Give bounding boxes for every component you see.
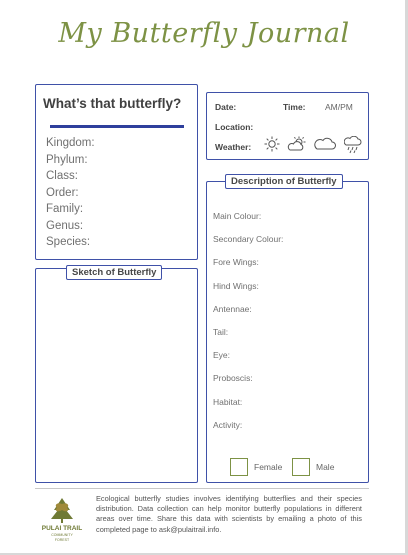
tail-field[interactable]: Tail: bbox=[213, 326, 229, 337]
taxonomy-order[interactable]: Order: bbox=[46, 186, 79, 199]
female-label: Female bbox=[254, 462, 283, 472]
weather-options bbox=[264, 136, 364, 156]
page-title: My Butterfly Journal bbox=[58, 18, 350, 49]
heading-underline bbox=[50, 125, 184, 128]
taxonomy-class[interactable]: Class: bbox=[46, 170, 78, 182]
time-field[interactable]: Time: bbox=[283, 102, 306, 112]
location-field[interactable]: Location: bbox=[215, 122, 254, 132]
main-colour-field[interactable]: Main Colour: bbox=[213, 211, 262, 221]
habitat-field[interactable]: Habitat: bbox=[213, 396, 243, 407]
partly-cloudy-icon[interactable] bbox=[287, 136, 307, 152]
description-box bbox=[206, 181, 369, 483]
am-pm-label: AM/PM bbox=[325, 102, 353, 112]
taxonomy-phylum[interactable]: Phylum: bbox=[46, 153, 88, 166]
sun-icon[interactable] bbox=[264, 136, 280, 152]
sketch-area[interactable] bbox=[35, 268, 198, 483]
female-checkbox[interactable] bbox=[230, 458, 248, 476]
male-checkbox[interactable] bbox=[292, 458, 310, 476]
observation-box bbox=[206, 92, 369, 160]
hind-wings-field[interactable]: Hind Wings: bbox=[213, 280, 259, 291]
footer-divider bbox=[35, 488, 369, 489]
taxonomy-species[interactable]: Species: bbox=[46, 236, 91, 248]
male-label: Male bbox=[316, 462, 335, 472]
logo-name: PULAI TRAIL bbox=[41, 525, 83, 532]
taxonomy-kingdom[interactable]: Kingdom: bbox=[46, 137, 95, 149]
storm-icon[interactable] bbox=[344, 136, 362, 154]
proboscis-field[interactable]: Proboscis: bbox=[213, 373, 253, 384]
secondary-colour-field[interactable]: Secondary Colour: bbox=[213, 234, 284, 245]
identification-heading: What’s that butterfly? bbox=[43, 96, 182, 111]
description-label: Description of Butterfly bbox=[225, 174, 343, 189]
logo-sub-community: COMMUNITY bbox=[51, 533, 73, 537]
description-fields bbox=[213, 210, 283, 442]
eye-field[interactable]: Eye: bbox=[213, 350, 231, 361]
fore-wings-field[interactable]: Fore Wings: bbox=[213, 257, 259, 268]
sex-selector bbox=[230, 458, 360, 478]
weather-field: Weather: bbox=[215, 142, 252, 152]
antennae-field[interactable]: Antennae: bbox=[213, 303, 252, 314]
taxonomy-list bbox=[46, 135, 95, 251]
taxonomy-genus[interactable]: Genus: bbox=[46, 219, 84, 232]
logo-sub-forest: FOREST bbox=[54, 538, 70, 542]
date-field[interactable]: Date: bbox=[215, 102, 237, 112]
pulai-trail-logo bbox=[40, 496, 84, 544]
cloud-icon[interactable] bbox=[314, 136, 336, 152]
taxonomy-family[interactable]: Family: bbox=[46, 203, 84, 215]
identification-box bbox=[35, 84, 198, 260]
footer-description: Ecological butterfly studies involves identifying butterflies and their species distribution. Data collection can help monitor butterfly populations in different areas over time. Share this data with scientists by emailing a photo of this completed page to ask@pulaitrail.info. bbox=[96, 494, 362, 534]
sketch-label: Sketch of Butterfly bbox=[66, 265, 162, 280]
butterfly-tree-icon bbox=[40, 496, 84, 524]
activity-field[interactable]: Activity: bbox=[213, 419, 243, 430]
